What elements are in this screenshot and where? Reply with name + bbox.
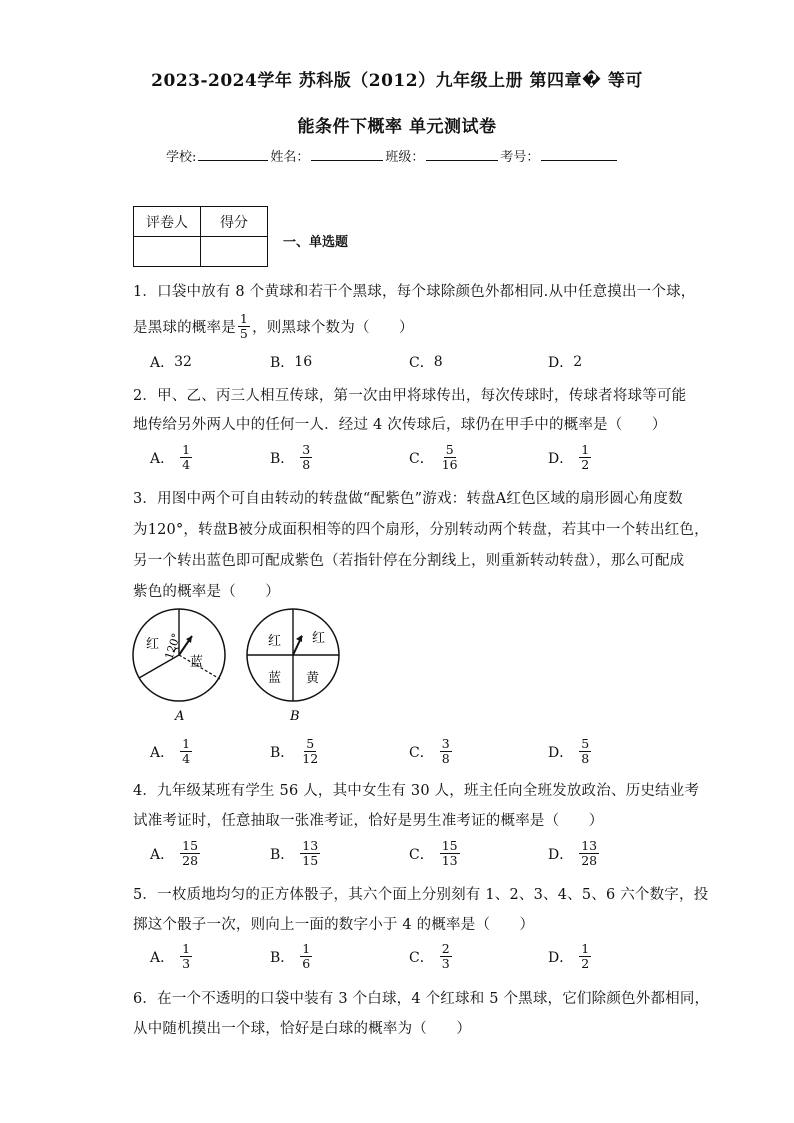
option-fraction	[300, 839, 320, 868]
option-letter: D．	[548, 744, 574, 761]
frac-den: 8	[302, 457, 311, 472]
frac-num: 1	[182, 442, 191, 457]
frac-num: 2	[441, 941, 450, 956]
score-table	[133, 206, 268, 267]
dial-b-caption: B	[290, 709, 300, 724]
q4-line2: 试准考证时，任意抽取一张准考证，恰好是男生准考证的概率是（ ）	[133, 813, 604, 829]
class-blank[interactable]	[426, 146, 498, 161]
q3-line1: 3．用图中两个可自由转动的转盘做“配紫色”游戏：转盘A红色区域的扇形圆心角度数	[133, 491, 683, 507]
student-info-line	[166, 146, 619, 165]
option-fraction	[180, 737, 192, 766]
frac-num: 1	[182, 941, 191, 956]
option-letter: C．	[409, 846, 434, 863]
grader-header: 评卷人	[134, 207, 201, 237]
frac-num: 15	[182, 838, 199, 853]
dial-b-yellow-label: 黄	[306, 671, 320, 686]
option-fraction	[180, 839, 200, 868]
frac-num: 13	[302, 838, 319, 853]
option-letter: A．	[150, 450, 175, 467]
option-letter: A．	[150, 846, 175, 863]
q3-option-b[interactable]	[270, 737, 320, 766]
score-cell[interactable]	[201, 237, 268, 267]
q1-line1: 1．口袋中放有 8 个黄球和若干个黑球，每个球除颜色外都相同.从中任意摸出一个球，	[133, 284, 696, 300]
name-label: 姓名：	[270, 150, 310, 165]
option-text: 32	[174, 354, 192, 370]
frac-den: 2	[581, 457, 590, 472]
option-fraction	[579, 443, 591, 472]
q2-option-b[interactable]	[270, 443, 312, 472]
q5-line1: 5．一枚质地均匀的正方体骰子，其六个面上分别刻有 1、2、3、4、5、6 六个数字，投	[133, 887, 709, 903]
spinner-figure	[130, 608, 350, 726]
q1-option-c[interactable]	[409, 352, 443, 372]
option-fraction	[579, 839, 599, 868]
option-fraction	[440, 839, 460, 868]
frac-den: 8	[581, 751, 590, 766]
q3-line2: 为120°，转盘B被分成面积相等的四个扇形，分别转动两个转盘，若其中一个转出红色，	[133, 522, 709, 538]
q2-option-d[interactable]	[548, 443, 591, 472]
option-letter: A．	[150, 355, 175, 371]
option-letter: C．	[409, 450, 434, 467]
q4-option-c[interactable]	[409, 839, 460, 868]
option-letter: A．	[150, 744, 175, 761]
dial-a-blue-label: 蓝	[190, 655, 204, 670]
frac-den: 28	[182, 853, 199, 868]
school-blank[interactable]	[198, 146, 268, 161]
q5-option-c[interactable]	[409, 942, 452, 971]
q1-fraction	[238, 312, 250, 341]
q5-line2: 掷这个骰子一次，则向上一面的数字小于 4 的概率是（ ）	[133, 917, 535, 933]
q3-option-c[interactable]	[409, 737, 452, 766]
frac-num: 3	[302, 442, 311, 457]
q3-line4: 紫色的概率是（ ）	[133, 584, 280, 600]
q1-line2-post: ，则黑球个数为（ ）	[252, 320, 414, 336]
grader-cell[interactable]	[134, 237, 201, 267]
exam-title-line1: 2023-2024学年 苏科版（2012）九年级上册 第四章� 等可	[151, 71, 643, 91]
q5-option-b[interactable]	[270, 942, 312, 971]
frac-num: 13	[581, 838, 598, 853]
q2-line1: 2．甲、乙、丙三人相互传球，第一次由甲将球传出，每次传球时，传球者将球等可能	[133, 388, 687, 404]
option-letter: C．	[409, 744, 434, 761]
dial-a	[133, 609, 225, 724]
option-fraction	[440, 443, 460, 472]
q2-option-c[interactable]	[409, 443, 460, 472]
option-letter: A．	[150, 949, 175, 966]
option-letter: D．	[548, 450, 574, 467]
frac-den: 4	[182, 457, 191, 472]
option-letter: B．	[270, 949, 295, 966]
frac-num: 15	[441, 838, 458, 853]
frac-den: 28	[581, 853, 598, 868]
dial-b-blue-label: 蓝	[268, 671, 282, 686]
q5-option-d[interactable]	[548, 942, 591, 971]
option-fraction	[180, 942, 192, 971]
option-fraction	[440, 737, 452, 766]
option-text: 16	[294, 354, 313, 370]
option-fraction	[300, 942, 312, 971]
option-fraction	[300, 443, 312, 472]
frac-den: 15	[302, 853, 319, 868]
frac-den: 8	[441, 751, 450, 766]
frac-den: 13	[441, 853, 458, 868]
name-blank[interactable]	[311, 146, 383, 161]
option-letter: B．	[270, 450, 295, 467]
class-label: 班级：	[385, 150, 425, 165]
q1-line2-pre: 是黑球的概率是	[133, 320, 236, 336]
frac-num: 5	[445, 442, 454, 457]
frac-num: 1	[581, 941, 590, 956]
q2-line2: 地传给另外两人中的任何一人．经过 4 次传球后，球仍在甲手中的概率是（ ）	[133, 417, 667, 433]
option-fraction	[579, 942, 591, 971]
option-letter: B．	[270, 355, 295, 371]
exam-title-line2: 能条件下概率 单元测试卷	[297, 117, 497, 137]
option-letter: C．	[409, 949, 434, 966]
frac-num: 1	[581, 442, 590, 457]
frac-den: 6	[302, 956, 311, 971]
q4-line1: 4．九年级某班有学生 56 人，其中女生有 30 人，班主任向全班发放政治、历史结业考	[133, 783, 700, 799]
frac-den: 3	[182, 956, 191, 971]
score-header: 得分	[201, 207, 268, 237]
q1-frac-num: 1	[239, 311, 249, 326]
dial-a-caption: A	[175, 709, 185, 724]
option-text: 2	[573, 354, 583, 370]
q2-option-a[interactable]	[150, 443, 192, 472]
option-fraction	[579, 737, 591, 766]
option-text: 8	[433, 354, 443, 370]
exam-id-label: 考号：	[500, 150, 540, 165]
option-letter: C．	[409, 355, 434, 371]
q3-option-d[interactable]	[548, 737, 591, 766]
dial-b-red-label-1: 红	[268, 634, 282, 649]
frac-num: 1	[182, 736, 191, 751]
q1-option-a[interactable]	[150, 352, 192, 372]
frac-den: 12	[302, 751, 319, 766]
q6-line1: 6．在一个不透明的口袋中装有 3 个白球，4 个红球和 5 个黑球，它们除颜色外都相同，	[133, 991, 710, 1007]
option-fraction	[180, 443, 192, 472]
frac-den: 3	[441, 956, 450, 971]
q4-option-a[interactable]	[150, 839, 200, 868]
dial-b	[247, 609, 339, 724]
option-fraction	[440, 942, 452, 971]
q4-option-d[interactable]	[548, 839, 599, 868]
q3-line3: 另一个转出蓝色即可配成紫色（若指针停在分割线上，则重新转动转盘），那么可配成	[133, 553, 685, 569]
school-label: 学校:	[166, 150, 197, 165]
option-fraction	[300, 737, 320, 766]
dial-b-red-label-2: 红	[312, 631, 326, 646]
q4-option-b[interactable]	[270, 839, 320, 868]
section-title: 一、单选题	[283, 235, 349, 250]
option-letter: D．	[548, 846, 574, 863]
exam-id-blank[interactable]	[541, 146, 617, 161]
option-letter: D．	[548, 949, 574, 966]
frac-den: 4	[182, 751, 191, 766]
q1-frac-den: 5	[239, 326, 249, 341]
frac-num: 1	[302, 941, 311, 956]
q1-line2	[133, 312, 414, 341]
option-letter: D．	[548, 355, 574, 371]
frac-den: 2	[581, 956, 590, 971]
q1-option-b[interactable]	[270, 352, 312, 372]
frac-num: 5	[306, 736, 315, 751]
q6-line2: 从中随机摸出一个球，恰好是白球的概率为（ ）	[133, 1021, 472, 1037]
dial-a-red-label: 红	[146, 637, 160, 652]
option-letter: B．	[270, 846, 295, 863]
frac-num: 5	[581, 736, 590, 751]
q3-option-a[interactable]	[150, 737, 192, 766]
q5-option-a[interactable]	[150, 942, 192, 971]
dial-a-angle-label: 120°	[162, 631, 184, 661]
q1-option-d[interactable]	[548, 352, 582, 372]
option-letter: B．	[270, 744, 295, 761]
frac-num: 3	[441, 736, 450, 751]
frac-den: 16	[441, 457, 458, 472]
